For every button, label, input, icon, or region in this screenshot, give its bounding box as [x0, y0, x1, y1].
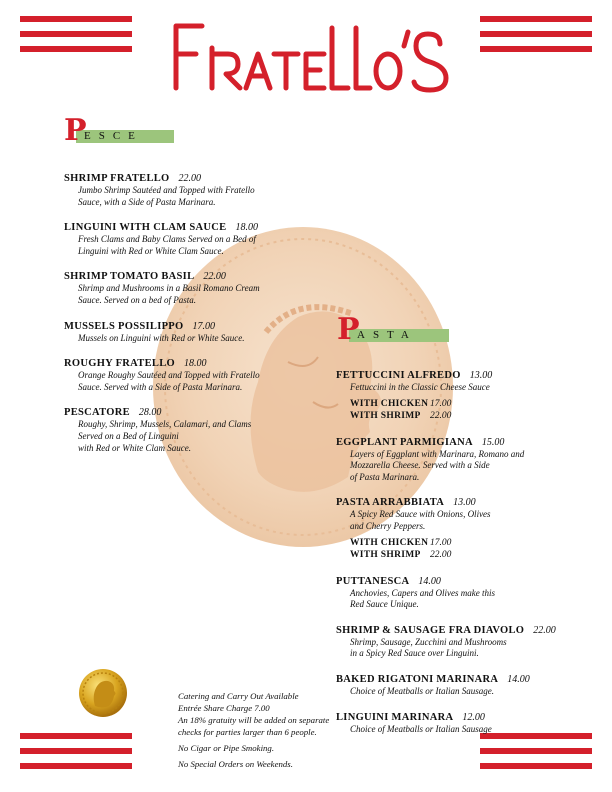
item-description: Mussels on Linguini with Red or White Sauce. — [78, 332, 245, 343]
item-price: 22.00 — [203, 271, 226, 283]
item-name: ROUGHY FRATELLO — [64, 358, 175, 370]
item-price: 18.00 — [183, 358, 207, 370]
item-name: SHRIMP & SAUSAGE FRA DIAVOLO — [336, 624, 525, 636]
item-description: Roughy, Shrimp, Mussels, Calamari, and Clams Served on a Bed of Linguini with Red or White Clam Sauce. — [78, 419, 252, 453]
item-description: Choice of Meatballs or Italian Sausage. — [350, 685, 494, 696]
item-price: 13.00 — [469, 370, 493, 381]
option-label: WITH CHICKEN — [350, 537, 429, 548]
pasta-menu-list — [336, 363, 576, 742]
footer-line: checks for parties larger than 6 people. — [178, 727, 317, 737]
title-initial: P — [337, 312, 360, 347]
footer-line: Entrée Share Charge 7.00 — [178, 703, 270, 713]
item-description: Fresh Clams and Baby Clams Served on a Bed of Linguini with Red or White Clam Sauce. — [78, 234, 256, 256]
item-options — [336, 537, 576, 562]
fratellos-logo — [150, 14, 462, 94]
menu-item — [336, 490, 576, 561]
item-name: PESCATORE — [64, 407, 130, 419]
menu-item — [64, 351, 314, 393]
gold-coin-icon — [78, 668, 128, 718]
menu-item — [336, 363, 576, 423]
stripe-decoration — [20, 733, 132, 778]
item-price: 28.00 — [138, 407, 162, 419]
item-name: PASTA ARRABBIATA — [336, 497, 445, 509]
item-description: Orange Roughy Sautéed and Topped with Fratello Sauce. Served with a Side of Pasta Marinara. — [78, 370, 260, 392]
item-price: 13.00 — [453, 497, 476, 509]
item-price: 22.00 — [533, 624, 556, 636]
footer-notes — [178, 690, 378, 770]
pesce-menu-list — [64, 166, 314, 461]
option-row — [350, 549, 576, 562]
footer-line: No Cigar or Pipe Smoking. — [178, 743, 275, 753]
menu-item — [336, 569, 576, 611]
item-description: Shrimp, Sausage, Zucchini and Mushrooms in a Spicy Red Sauce over Linguini. — [350, 636, 507, 659]
title-rest: ASTA — [357, 329, 417, 341]
option-price: 22.00 — [430, 411, 452, 422]
item-name: BAKED RIGATONI MARINARA — [336, 673, 499, 685]
item-price: 12.00 — [462, 711, 485, 723]
item-name: SHRIMP TOMATO BASIL — [64, 271, 195, 283]
option-label: WITH SHRIMP — [350, 550, 421, 561]
item-price: 14.00 — [507, 673, 530, 685]
option-row — [350, 410, 576, 423]
item-description: Anchovies, Capers and Olives make this Red Sauce Unique. — [350, 587, 495, 610]
item-price: 18.00 — [235, 222, 258, 234]
item-name: MUSSELS POSSILIPPO — [64, 320, 184, 332]
stripe-decoration — [480, 16, 592, 61]
menu-item — [336, 618, 576, 660]
footer-line: Catering and Carry Out Available — [178, 691, 299, 701]
section-title-pasta — [337, 312, 447, 347]
stripe-decoration — [20, 16, 132, 61]
item-options — [336, 398, 576, 423]
menu-item — [64, 215, 314, 257]
item-description: Layers of Eggplant with Marinara, Romano and Mozzarella Cheese. Served with a Side of Pasta Marinara. — [350, 448, 525, 482]
option-price: 22.00 — [430, 550, 452, 561]
item-price: 15.00 — [481, 436, 505, 448]
item-name: LINGUINI WITH CLAM SAUCE — [64, 222, 227, 234]
title-rest: ESCE — [84, 130, 143, 142]
menu-item — [64, 400, 314, 454]
title-initial: P — [64, 113, 87, 148]
option-price: 17.00 — [430, 398, 452, 409]
option-label: WITH CHICKEN — [350, 398, 429, 409]
section-title-pesce — [64, 113, 174, 148]
item-description: Jumbo Shrimp Sautéed and Topped with Fratello Sauce, with a Side of Pasta Marinara. — [78, 185, 255, 207]
item-price: 14.00 — [418, 575, 441, 587]
item-price: 17.00 — [192, 320, 215, 332]
item-description: Shrimp and Mushrooms in a Basil Romano Cream Sauce. Served on a bed of Pasta. — [78, 283, 260, 305]
option-row — [350, 537, 576, 550]
item-name: LINGUINI MARINARA — [336, 711, 454, 723]
item-name: PUTTANESCA — [336, 575, 410, 587]
item-description: A Spicy Red Sauce with Onions, Olives and Cherry Peppers. — [350, 509, 491, 531]
menu-item — [336, 430, 576, 484]
menu-item — [64, 166, 314, 208]
option-price: 17.00 — [430, 537, 452, 548]
menu-item — [64, 264, 314, 306]
footer-line: An 18% gratuity will be added on separate — [178, 715, 330, 725]
footer-line: No Special Orders on Weekends. — [178, 759, 293, 769]
option-label: WITH SHRIMP — [350, 411, 421, 422]
menu-item — [64, 314, 314, 345]
item-description: Choice of Meatballs or Italian Sausage — [350, 723, 492, 734]
item-name: FETTUCCINI ALFREDO — [336, 370, 461, 381]
item-price: 22.00 — [178, 173, 202, 184]
item-description: Fettuccini in the Classic Cheese Sauce — [350, 382, 490, 392]
item-name: EGGPLANT PARMIGIANA — [336, 436, 473, 448]
item-name: SHRIMP FRATELLO — [64, 173, 170, 184]
option-row — [350, 398, 576, 411]
